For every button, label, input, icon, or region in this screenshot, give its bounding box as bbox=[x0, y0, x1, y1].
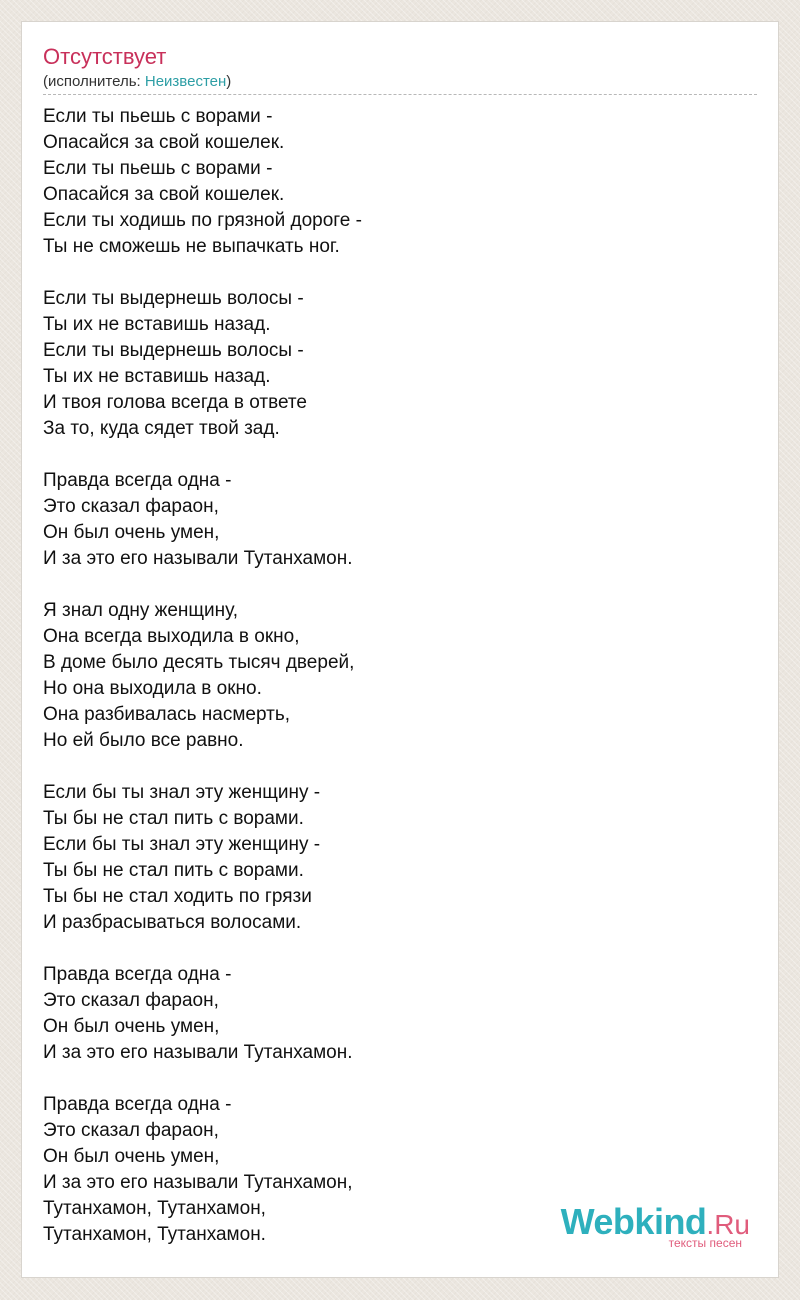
lyric-line: Опасайся за свой кошелек. bbox=[43, 132, 285, 153]
lyric-line: Ты бы не стал пить с ворами. bbox=[43, 860, 304, 881]
lyric-line: Опасайся за свой кошелек. bbox=[43, 184, 285, 205]
lyric-line: Правда всегда одна - bbox=[43, 470, 232, 491]
lyrics-stanza bbox=[43, 598, 757, 754]
artist-suffix: ) bbox=[226, 73, 232, 90]
lyric-line: Он был очень умен, bbox=[43, 1016, 220, 1037]
lyric-line: Это сказал фараон, bbox=[43, 496, 219, 517]
logo-tld: .Ru bbox=[706, 1209, 750, 1240]
lyric-line: Правда всегда одна - bbox=[43, 1094, 232, 1115]
lyric-line: И за это его называли Тутанхамон. bbox=[43, 548, 353, 569]
lyrics-stanza bbox=[43, 780, 757, 936]
lyric-line: Если ты выдернешь волосы - bbox=[43, 340, 304, 361]
logo-tagline: тексты песен bbox=[668, 1236, 742, 1250]
lyric-line: И разбрасываться волосами. bbox=[43, 912, 302, 933]
song-title: Отсутствует bbox=[43, 44, 167, 69]
lyric-line: Это сказал фараон, bbox=[43, 990, 219, 1011]
lyric-line: Она всегда выходила в окно, bbox=[43, 626, 300, 647]
lyric-line: За то, куда сядет твой зад. bbox=[43, 418, 280, 439]
lyric-line: Если ты выдернешь волосы - bbox=[43, 288, 304, 309]
artist-line bbox=[43, 73, 231, 91]
lyric-line: Она разбивалась насмерть, bbox=[43, 704, 291, 725]
lyric-line: И твоя голова всегда в ответе bbox=[43, 392, 307, 413]
lyric-line: Но она выходила в окно. bbox=[43, 678, 262, 699]
lyric-line: В доме было десять тысяч дверей, bbox=[43, 652, 355, 673]
lyric-line: Если ты пьешь с ворами - bbox=[43, 106, 273, 127]
artist-prefix: (исполнитель: bbox=[43, 73, 145, 90]
lyrics-card bbox=[21, 21, 779, 1278]
artist-link[interactable]: Неизвестен bbox=[144, 73, 227, 90]
lyric-line: Если бы ты знал эту женщину - bbox=[43, 782, 321, 803]
lyrics-stanza bbox=[43, 286, 757, 442]
lyrics-stanza bbox=[43, 962, 757, 1066]
lyrics-stanza bbox=[43, 104, 757, 260]
lyric-line: Если бы ты знал эту женщину - bbox=[43, 834, 321, 855]
lyric-line: Если ты пьешь с ворами - bbox=[43, 158, 273, 179]
lyric-line: Он был очень умен, bbox=[43, 1146, 220, 1167]
lyric-line: Тутанхамон, Тутанхамон. bbox=[43, 1224, 266, 1245]
lyric-line: Ты их не вставишь назад. bbox=[43, 314, 271, 335]
lyric-line: Это сказал фараон, bbox=[43, 1120, 219, 1141]
lyric-line: И за это его называли Тутанхамон. bbox=[43, 1042, 353, 1063]
lyrics-body bbox=[43, 104, 757, 1248]
lyric-line: Ты не сможешь не выпачкать ног. bbox=[43, 236, 340, 257]
lyric-line: Он был очень умен, bbox=[43, 522, 220, 543]
title-divider bbox=[43, 94, 757, 95]
lyric-line: Ты их не вставишь назад. bbox=[43, 366, 271, 387]
site-logo[interactable] bbox=[560, 1203, 750, 1251]
lyric-line: Правда всегда одна - bbox=[43, 964, 232, 985]
logo-name: Webkind bbox=[560, 1201, 707, 1242]
lyric-line: Ты бы не стал пить с ворами. bbox=[43, 808, 304, 829]
lyric-line: И за это его называли Тутанхамон, bbox=[43, 1172, 353, 1193]
lyric-line: Но ей было все равно. bbox=[43, 730, 244, 751]
lyric-line: Если ты ходишь по грязной дороге - bbox=[43, 210, 362, 231]
lyrics-stanza bbox=[43, 468, 757, 572]
lyric-line: Я знал одну женщину, bbox=[43, 600, 239, 621]
lyric-line: Тутанхамон, Тутанхамон, bbox=[43, 1198, 266, 1219]
lyric-line: Ты бы не стал ходить по грязи bbox=[43, 886, 312, 907]
